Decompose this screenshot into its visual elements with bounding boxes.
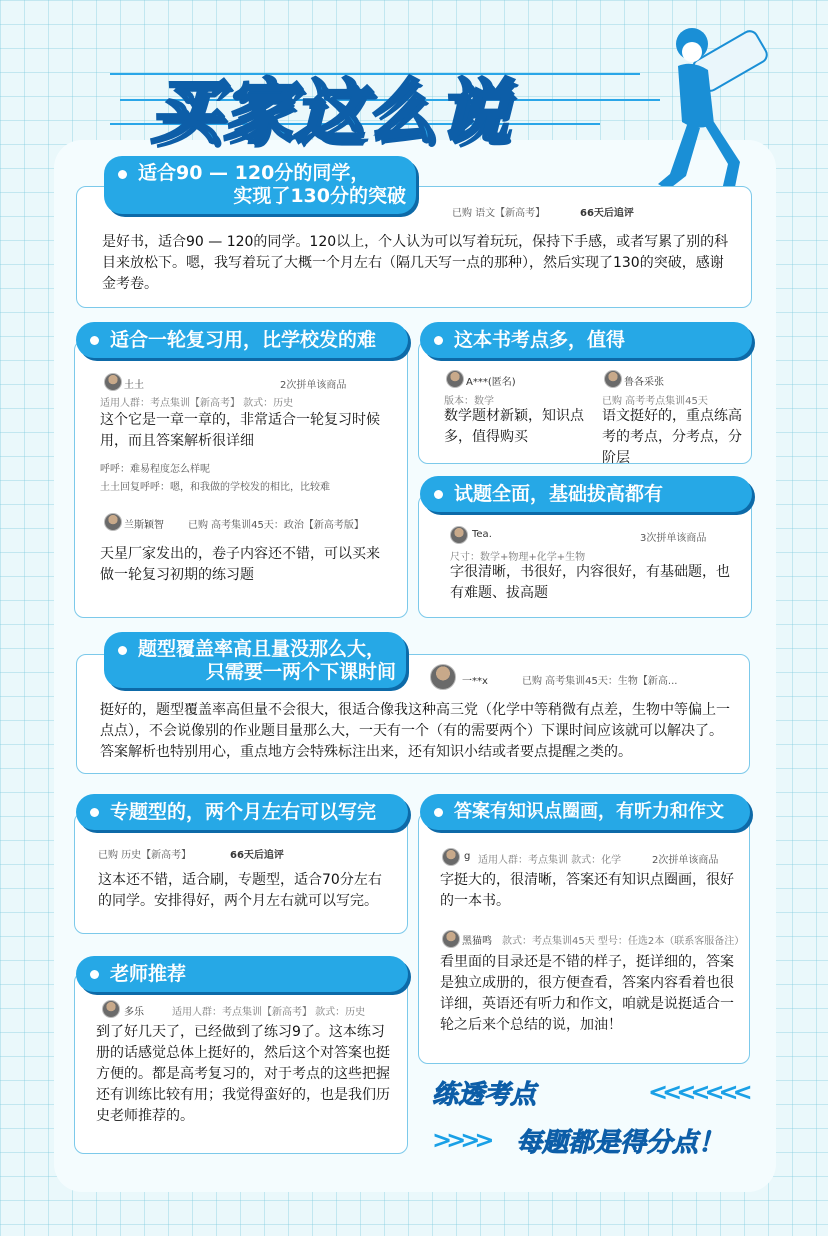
review-2-user1: 土土 — [124, 380, 144, 391]
avatar — [446, 370, 464, 388]
review-7-user1-tag: 2次拼单该商品 — [652, 855, 719, 866]
review-4-meta: 尺寸：数学+物理+化学+生物 — [450, 552, 586, 563]
review-5-banner-line2: 只需要一两个下课时间 — [205, 661, 396, 683]
review-7-user1: g — [464, 851, 471, 862]
mascot-illustration — [648, 14, 768, 200]
avatar — [104, 513, 122, 531]
review-6-meta: 已购 历史【新高考】 — [98, 850, 192, 861]
review-3-user2-body: 语文挺好的，重点练高考的考点，分考点，分阶层 — [602, 408, 742, 466]
review-4-user: Tea. — [472, 529, 492, 540]
review-1-meta: 已购 语文【新高考】 — [452, 208, 546, 219]
review-7-user1-meta: 适用人群：考点集训 款式：化学 — [478, 855, 622, 866]
review-7-user2: 黑猫鸣 — [462, 936, 492, 947]
review-1-banner-line1: 适合90 — 120分的同学， — [138, 162, 370, 184]
review-7-user2-meta: 款式：考点集训45天 型号：任选2本（联系客服备注） — [502, 936, 745, 947]
review-7-user2-body: 看里面的目录还是不错的样子，挺详细的，答案是独立成册的，很方便查看，答案内容看着也很详细，英语还有听力和作文，咱就是说挺适合一轮之后来个总结的说，加油！ — [440, 954, 734, 1033]
review-2-user2-body: 天星厂家发出的，卷子内容还不错，可以买来做一轮复习初期的练习题 — [100, 546, 380, 583]
review-2-user2-meta: 已购 高考集训45天：政治【新高考版】 — [188, 520, 364, 531]
avatar — [102, 1000, 120, 1018]
chevron-right-icon: >>>> — [432, 1126, 489, 1154]
review-2-question: 呼呼：难易程度怎么样呢 — [100, 464, 210, 475]
review-7-banner: 答案有知识点圈画，有听力和作文 — [420, 794, 750, 830]
review-1-banner — [104, 156, 416, 214]
review-3-user2: 鲁各采张 — [624, 377, 664, 388]
review-8-banner: 老师推荐 — [76, 956, 408, 992]
review-1-banner-line2: 实现了130分的突破 — [233, 185, 406, 207]
avatar — [450, 526, 468, 544]
review-3-banner: 这本书考点多，值得 — [420, 322, 752, 358]
footer-slogan-right: 每题都是得分点！ — [516, 1128, 725, 1158]
review-3-user2-meta: 已购 高考考点集训45天 — [602, 396, 708, 407]
avatar — [442, 848, 460, 866]
review-8-body: 到了好几天了，已经做到了练习9了。这本练习册的话感觉总体上挺好的，然后这个对答案也挺方便的。都是高考复习的，对于考点的这些把握还有训练比较有用；我觉得蛮好的，也是我们历史老师推荐的。 — [96, 1024, 390, 1124]
review-5-meta: 已购 高考集训45天：生物【新高... — [522, 676, 678, 687]
review-2-reply: 土土回复呼呼：嗯，和我做的学校发的相比，比较难 — [100, 482, 330, 493]
review-1-meta-followup: 66天后追评 — [580, 208, 634, 219]
review-2-user2: 兰斯颖智 — [124, 520, 164, 531]
review-2-user1-meta: 适用人群：考点集训【新高考】 款式：历史 — [100, 398, 294, 409]
review-1-body: 是好书，适合90 — 120的同学。120以上，个人认为可以写着玩玩，保持下手感，或者写累了别的科目来放松下。嗯，我写着玩了大概一个月左右（隔几天写一点的那种），然后实现了130的突破，感谢金考卷。 — [102, 234, 729, 292]
review-4-banner: 试题全面，基础拔高都有 — [420, 476, 752, 512]
review-8-meta: 适用人群：考点集训【新高考】 款式：历史 — [172, 1007, 366, 1018]
page-title: 买家这么说 — [150, 71, 510, 153]
footer-slogan-left: 练透考点 — [432, 1080, 537, 1110]
avatar — [604, 370, 622, 388]
review-2-user1-body: 这个它是一章一章的，非常适合一轮复习时候用，而且答案解析很详细 — [100, 412, 380, 449]
review-7-user1-body: 字挺大的，很清晰，答案还有知识点圈画，很好的一本书。 — [440, 872, 734, 909]
review-3-user1-body: 数学题材新颖，知识点多，值得购买 — [444, 408, 584, 445]
review-5-banner-line1: 题型覆盖率高且量没那么大， — [138, 638, 386, 660]
review-4-tag: 3次拼单该商品 — [640, 533, 707, 544]
review-5-body: 挺好的，题型覆盖率高但量不会很大，很适合像我这种高三党（化学中等稍微有点差，生物中等偏上一点点），不会说像别的作业题目量那么大，一天有一个（有的需要两个）下课时间应该就可以解决了。答案解析也特别用心，重点地方会特殊标注出来，还有知识小结或者要点提醒之类的。 — [100, 702, 730, 760]
avatar — [104, 373, 122, 391]
avatar — [442, 930, 460, 948]
review-5-banner — [104, 632, 406, 688]
review-3-user1-meta: 版本：数学 — [444, 396, 494, 407]
avatar — [430, 664, 456, 690]
review-2-banner: 适合一轮复习用，比学校发的难 — [76, 322, 408, 358]
review-4-body: 字很清晰，书很好，内容很好，有基础题，也有难题、拔高题 — [450, 564, 730, 601]
review-3-user1: A***(匿名) — [466, 377, 516, 388]
review-6-banner: 专题型的，两个月左右可以写完 — [76, 794, 408, 830]
review-5-user: 一**x — [462, 676, 488, 687]
review-6-meta-followup: 66天后追评 — [230, 850, 284, 861]
review-6-body: 这本还不错，适合刷，专题型，适合70分左右的同学。安排得好，两个月左右就可以写完。 — [98, 872, 382, 909]
chevron-left-icon: <<<<<<< — [648, 1078, 747, 1106]
review-2-user1-tag: 2次拼单该商品 — [280, 380, 347, 391]
review-8-user: 多乐 — [124, 1007, 144, 1018]
